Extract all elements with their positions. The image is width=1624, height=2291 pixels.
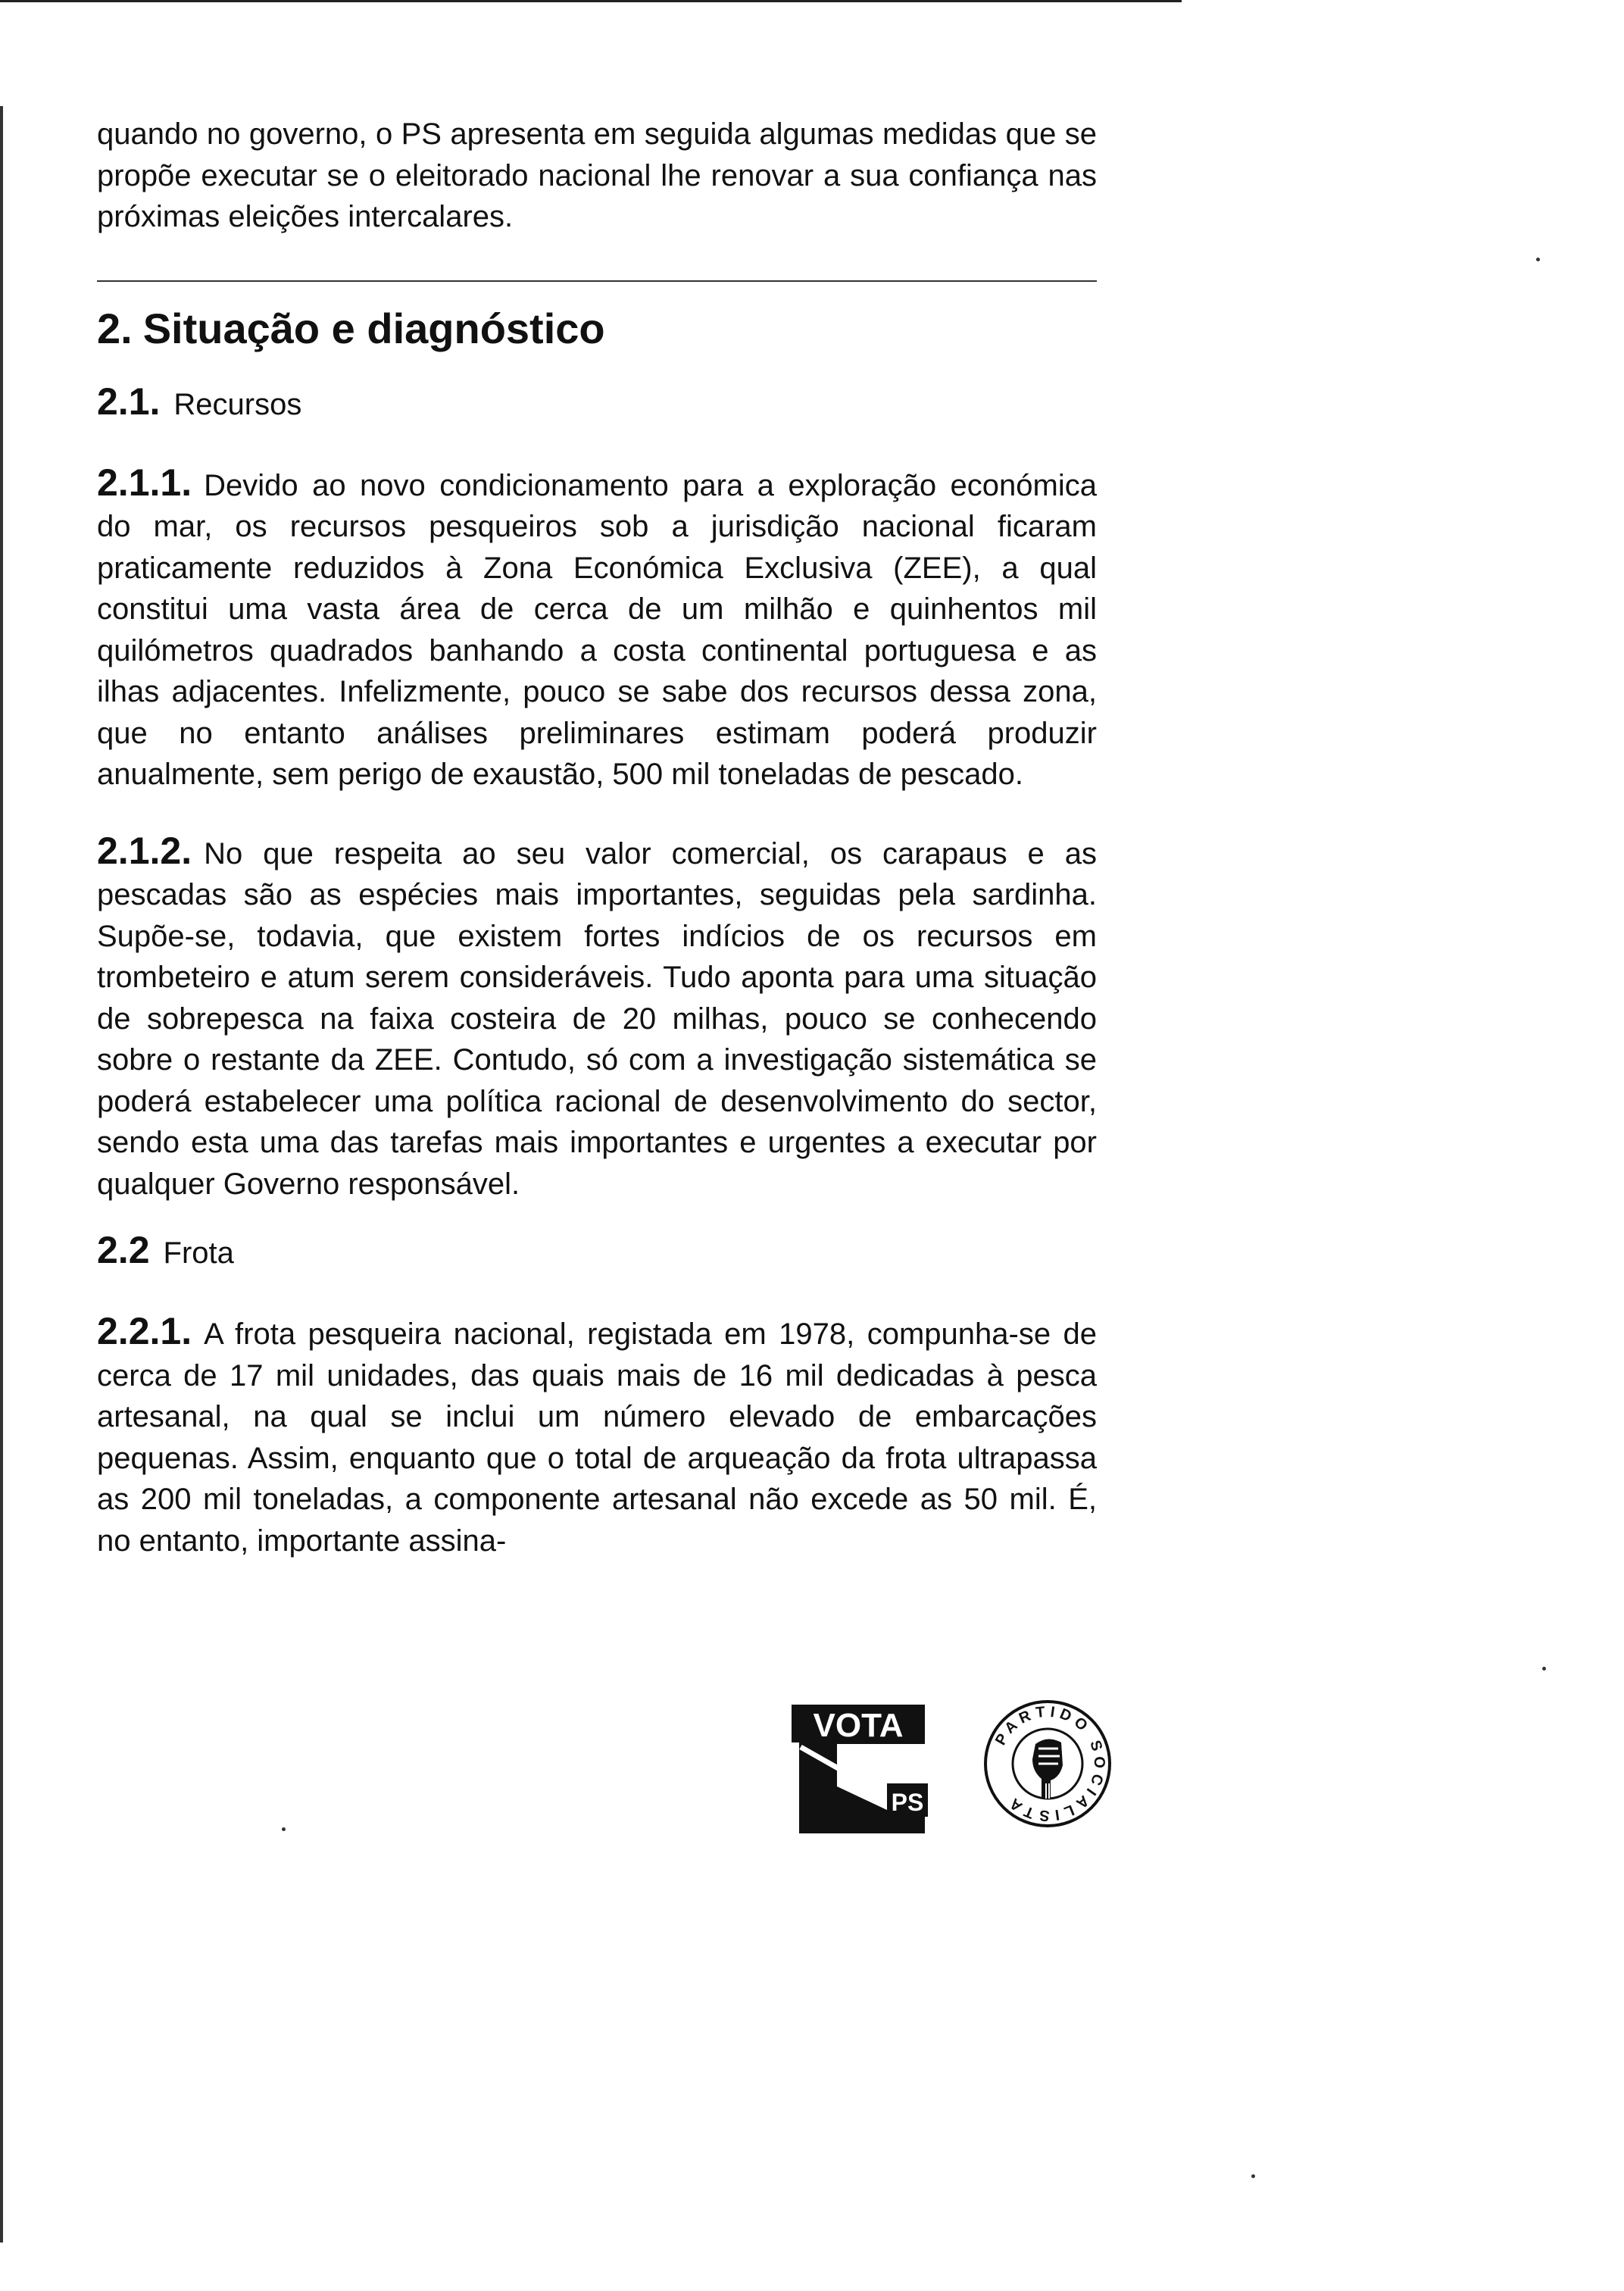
subsection-number: 2.2 [97,1229,150,1271]
paragraph-number: 2.1.1. [97,461,192,504]
paragraph-number: 2.2.1. [97,1310,192,1352]
paragraph-2-1-2 [97,830,1097,1205]
paragraph-text: Devido ao novo condicionamento para a exploração económica do mar, os recursos pesqueiros sob a jurisdição nacional ficaram praticamente reduzidos à Zona Económica Exclusiva (ZEE), a qual constitui uma vasta área de cerca de um milhão e quinhentos mil quilómetros quadrados banhando a costa continental portuguesa e as ilhas adjacentes. Infelizmente, pouco se sabe dos recursos dessa zona, que no entanto análises preliminares estimam poderá produzir anualmente, sem perigo de exaustão, 500 mil toneladas de pescado. [97,468,1097,791]
scan-speck [1536,258,1540,261]
paragraph-2-2-1 [97,1311,1097,1561]
subsection-title: Frota [163,1236,234,1270]
section-title: Situação e diagnóstico [142,304,605,352]
section-heading [97,302,1097,356]
paragraph-text: No que respeita ao seu valor comercial, os carapaus e as pescadas são as espécies mais importantes, seguidas pela sardinha. Supõe-se, todavia, que existem fortes indícios de os recursos em trombeteiro e atum serem consideráveis. Tudo aponta para uma situação de sobrepesca na faixa costeira de 20 milhas, pouco se conhecendo sobre o restante da ZEE. Contudo, só com a investigação sistemática se poderá estabelecer uma política racional de desenvolvimento do sector, sendo esta uma das tarefas mais importantes e urgentes a executar por qualquer Governo responsável. [97,836,1097,1201]
subsection-heading-frota [97,1227,1097,1276]
vota-ps-logo [792,1705,943,1833]
scan-edge-top [0,0,1182,2]
paragraph-number: 2.1.2. [97,829,192,872]
scan-speck [1542,1667,1546,1671]
section-divider [97,280,1097,282]
scan-speck [282,1827,286,1831]
intro-paragraph: quando no governo, o PS apresenta em seguida algumas medidas que se propõe executar se o eleitorado nacional lhe renovar a sua confiança nas próximas eleições intercalares. [97,117,1097,233]
seal-text: PARTIDO SOCIALISTA [992,1703,1108,1824]
section-number: 2. [97,304,133,352]
subsection-heading-recursos [97,379,1097,427]
subsection-number: 2.1. [97,380,161,423]
footer-logos [784,1697,1108,1841]
scan-speck [1251,2174,1255,2178]
subsection-title: Recursos [173,387,302,421]
paragraph-2-1-1 [97,462,1097,795]
vota-text: VOTA [813,1707,904,1744]
paragraph-text: A frota pesqueira nacional, registada em 1978, compunha-se de cerca de 17 mil unidades, das quais mais de 16 mil dedicadas à pesca artesanal, na qual se inclui um número elevado de embarcações pequenas. Assim, enquanto que o total de arqueação da frota ultrapassa as 200 mil toneladas, a componente artesanal não excede as 50 mil. É, no entanto, importante assina- [97,1317,1097,1558]
raised-fist-icon [1032,1739,1063,1799]
scan-edge-left [0,106,3,2243]
document-body [97,114,1097,1561]
partido-socialista-seal [982,1699,1113,1829]
ps-text: PS [891,1789,924,1816]
